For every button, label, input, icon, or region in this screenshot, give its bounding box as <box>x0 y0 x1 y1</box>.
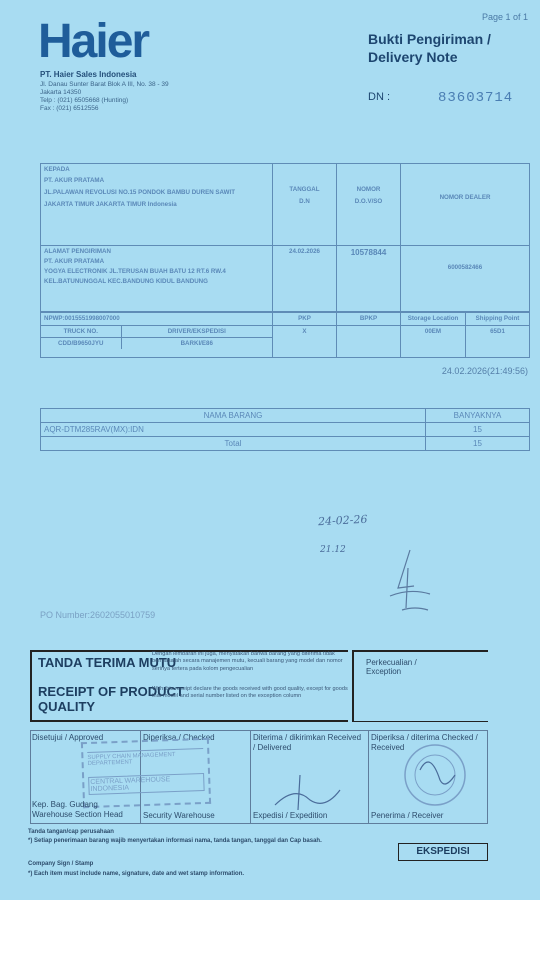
driver-value: BARKI/E86 <box>121 338 272 350</box>
receiver-stamp <box>400 740 470 810</box>
shipping-point-value: 65D1 <box>466 326 530 358</box>
head-label: Kep. Bag. Gudang Warehouse Section Head <box>32 800 123 819</box>
warehouse-stamp: SUPPLY CHAIN MANAGEMENT DEPARTEMENT CENTRAL WAREHOUSE INDONESIA <box>81 738 211 808</box>
bpkp-value <box>337 326 401 358</box>
dn-label: DN : <box>368 91 390 103</box>
document-title: Bukti Pengiriman / Delivery Note <box>368 31 491 66</box>
approved-label: Disetujui / Approved <box>32 733 104 742</box>
dn-number: 83603714 <box>438 90 514 106</box>
storage-location-header: Storage Location <box>401 313 466 326</box>
dn-date-header: TANGGAL D.N <box>273 164 337 246</box>
company-address-line: Jakarta 14350 <box>40 89 82 96</box>
driver-header: DRIVER/EKSPEDISI <box>121 326 272 338</box>
do-number-header: NOMOR D.O.V/SO <box>337 164 401 246</box>
dn-date-value: 24.02.2026 <box>273 246 337 312</box>
delivery-info-table <box>40 163 530 312</box>
total-label: Total <box>41 437 426 451</box>
truck-no-value: CDD/B9650JYU <box>41 338 121 350</box>
receipt-title-id: TANDA TERIMA MUTU <box>38 655 177 670</box>
expedition-label: Expedisi / Expedition <box>253 811 328 820</box>
total-qty: 15 <box>426 437 530 451</box>
haier-logo: Haier <box>38 15 149 68</box>
footer-note-id: *) Setiap penerimaan barang wajib menyertakan informasi nama, tanda tangan, tanggal dan Cap basah. <box>28 838 322 844</box>
received-label: Diperiksa / diterima Checked / Received <box>371 733 478 752</box>
company-sign-label: Tanda tangan/cap perusahaan <box>28 829 114 835</box>
truck-no-header: TRUCK NO. <box>41 326 121 338</box>
receipt-title-en: RECEIPT OF PRODUCT QUALITY <box>38 684 184 714</box>
tax-logistics-table <box>40 312 530 358</box>
receipt-text-id: Dengan lembaran ini juga, menyatakan bahwa barang yang diterima tidak bermasalah secara manajemen mutu, kecuali barang yang model dan nomor serinya tertera pada kolom pengecualian <box>152 651 343 672</box>
receipt-text-en: With this receipt declare the goods received with good quality, except for goods that model and serial number listed on the exception column <box>152 686 348 700</box>
exception-box <box>352 650 488 722</box>
item-qty-header: BANYAKNYA <box>426 409 530 423</box>
company-address-line: Jl. Danau Sunter Barat Blok A III, No. 38 - 39 <box>40 81 169 88</box>
company-sign-label-en: Company Sign / Stamp <box>28 861 94 867</box>
shipping-point-header: Shipping Point <box>466 313 530 326</box>
expedition-signature <box>270 765 350 815</box>
npwp-cell: NPWP:0015551998007000 <box>41 313 273 326</box>
item-name-header: NAMA BARANG <box>41 409 426 423</box>
item-qty: 15 <box>426 423 530 437</box>
shipping-address-cell: ALAMAT PENGIRIMAN PT. AKUR PRATAMA YOGYA ELECTRONIK JL.TERUSAN BUAH BATU 12 RT.6 RW.4 KEL.BATUNUNGGAL KEC.BANDUNG KIDUL BANDUNG <box>41 246 273 312</box>
receiver-label: Penerima / Receiver <box>371 811 444 820</box>
delivered-label: Diterima / dikirimkan Received / Delivered <box>253 733 362 752</box>
do-number-value: 10578844 <box>337 246 401 312</box>
footer-note-en: *) Each item must include name, signature, date and wet stamp information. <box>28 871 245 877</box>
company-phone: Telp : (021) 6505668 (Hunting) <box>40 97 129 104</box>
dealer-number-value: 6000582466 <box>401 246 530 312</box>
item-name: AQR-DTM285RAV(MX):IDN <box>41 423 426 437</box>
handwritten-date: 24-02-26 <box>317 512 368 529</box>
exception-label: Perkecualian / Exception <box>366 658 417 676</box>
ekspedisi-label: EKSPEDISI <box>398 843 488 861</box>
dealer-number-header: NOMOR DEALER <box>401 164 530 246</box>
truck-driver-cell <box>41 326 273 358</box>
print-timestamp: 24.02.2026(21:49:56) <box>441 366 528 376</box>
table-row <box>41 423 530 437</box>
storage-location-value: 00EM <box>401 326 466 358</box>
handwritten-time: 21.12 <box>320 545 346 555</box>
security-label: Security Warehouse <box>143 811 215 820</box>
checked-label: Diperiksa / Checked <box>143 733 215 742</box>
items-table <box>40 408 530 451</box>
company-name: PT. Haier Sales Indonesia <box>40 70 137 79</box>
pkp-header: PKP <box>273 313 337 326</box>
recipient-cell: KEPADA PT. AKUR PRATAMA JL.PALAWAN REVOLUSI NO.15 PONDOK BAMBU DUREN SAWIT JAKARTA TIMUR JAKARTA TIMUR Indonesia <box>41 164 273 246</box>
pkp-value: X <box>273 326 337 358</box>
bpkp-header: BPKP <box>337 313 401 326</box>
company-fax: Fax : (021) 6512556 <box>40 105 99 112</box>
signature-mark <box>380 548 440 618</box>
page-indicator: Page 1 of 1 <box>481 12 528 22</box>
po-number: PO Number:2602055010759 <box>40 610 156 620</box>
